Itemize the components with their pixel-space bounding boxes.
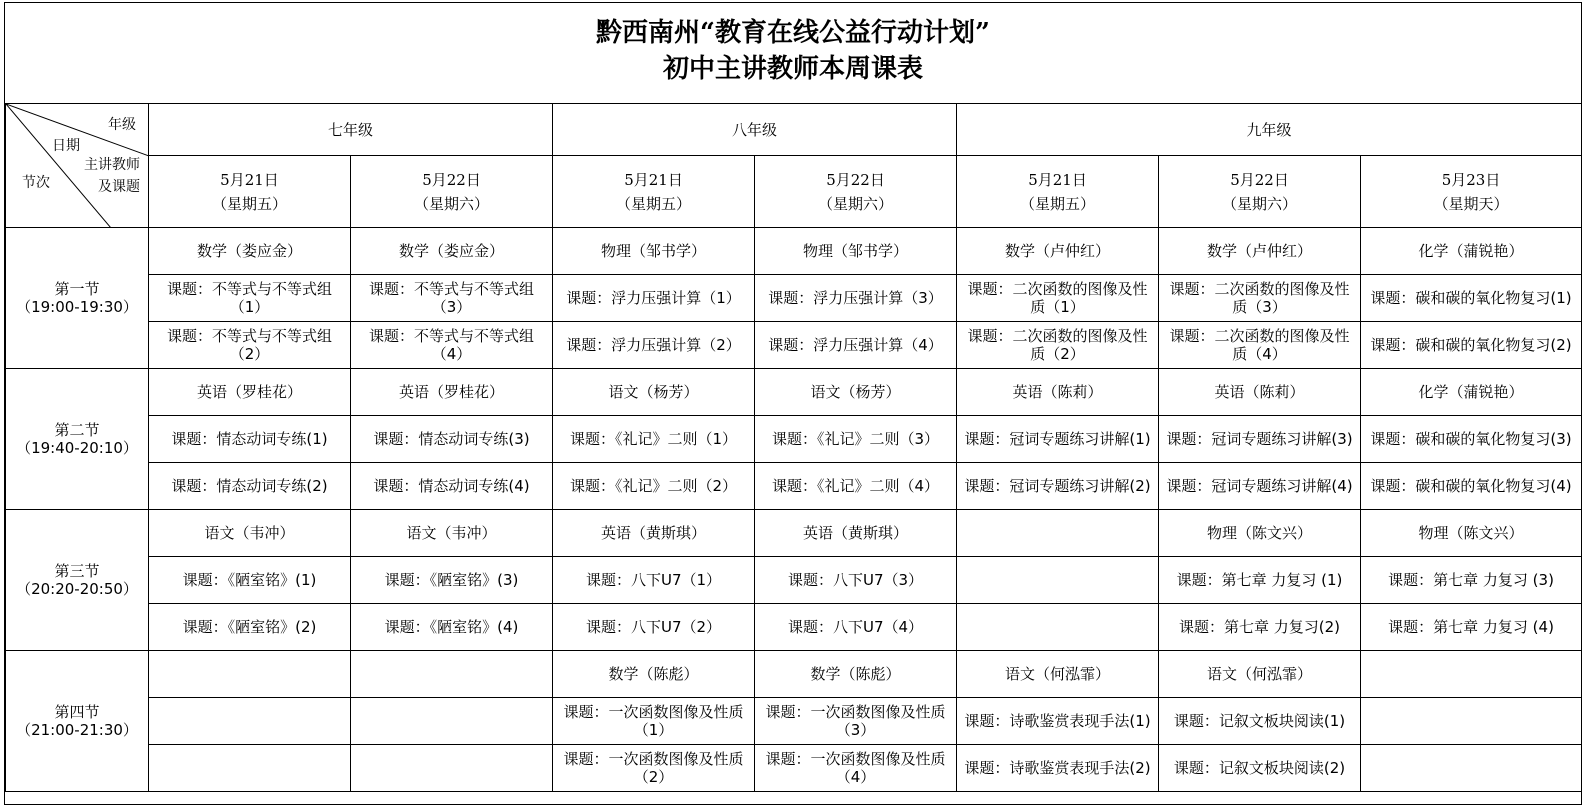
subject-teacher-cell: 数学（陈彪）	[553, 651, 755, 698]
lesson-topic-cell: 课题：一次函数图像及性质（4）	[755, 745, 957, 792]
period-name: 第一节	[54, 280, 100, 298]
date-header-cell	[1361, 156, 1582, 228]
date-header-cell	[553, 156, 755, 228]
corner-period-label: 节次	[22, 175, 50, 191]
date-header-cell	[351, 156, 553, 228]
lesson-topic-cell: 课题：不等式与不等式组（2）	[149, 322, 351, 369]
grade-8-header: 八年级	[553, 104, 957, 156]
lesson-topic-cell: 课题：第七章 力复习 (3)	[1361, 557, 1582, 604]
subject-teacher-cell: 数学（娄应金）	[149, 228, 351, 275]
grade-header-row	[6, 104, 1582, 156]
date-label: 5月21日	[220, 170, 279, 189]
date-label: 5月22日	[422, 170, 481, 189]
period-time: （19:40-20:10）	[16, 439, 138, 457]
subject-teacher-cell: 英语（罗桂花）	[149, 369, 351, 416]
lesson-topic-cell: 课题：八下U7（1）	[553, 557, 755, 604]
schedule-row	[6, 604, 1582, 651]
date-label: 5月23日	[1441, 170, 1501, 189]
weekday-label: （星期六）	[818, 194, 894, 213]
date-header-cell	[957, 156, 1159, 228]
lesson-topic-cell: 课题：二次函数的图像及性质（3）	[1159, 275, 1361, 322]
schedule-row	[6, 510, 1582, 557]
subject-teacher-cell: 数学（娄应金）	[351, 228, 553, 275]
lesson-topic-cell: 课题：《礼记》二则（4）	[755, 463, 957, 510]
period-cell	[6, 651, 149, 792]
subject-teacher-cell: 语文（韦冲）	[149, 510, 351, 557]
subject-teacher-cell: 语文（杨芳）	[553, 369, 755, 416]
subject-teacher-cell	[1361, 651, 1582, 698]
lesson-topic-cell: 课题：八下U7（3）	[755, 557, 957, 604]
period-name: 第四节	[54, 703, 100, 721]
subject-teacher-cell	[149, 651, 351, 698]
lesson-topic-cell: 课题：二次函数的图像及性质（4）	[1159, 322, 1361, 369]
lesson-topic-cell: 课题：冠词专题练习讲解(4)	[1159, 463, 1361, 510]
lesson-topic-cell: 课题：浮力压强计算（2）	[553, 322, 755, 369]
lesson-topic-cell: 课题：情态动词专练(3)	[351, 416, 553, 463]
lesson-topic-cell	[149, 745, 351, 792]
lesson-topic-cell: 课题：碳和碳的氧化物复习(3)	[1361, 416, 1582, 463]
schedule-row	[6, 416, 1582, 463]
lesson-topic-cell: 课题：一次函数图像及性质（3）	[755, 698, 957, 745]
subject-teacher-cell: 语文（杨芳）	[755, 369, 957, 416]
weekday-label: （星期五）	[616, 194, 692, 213]
lesson-topic-cell: 课题：《陋室铭》(1)	[149, 557, 351, 604]
period-cell	[6, 510, 149, 651]
lesson-topic-cell: 课题：八下U7（4）	[755, 604, 957, 651]
lesson-topic-cell	[957, 604, 1159, 651]
lesson-topic-cell	[351, 698, 553, 745]
lesson-topic-cell: 课题：情态动词专练(4)	[351, 463, 553, 510]
subject-teacher-cell: 语文（何泓霏）	[1159, 651, 1361, 698]
subject-teacher-cell: 数学（卢仲红）	[1159, 228, 1361, 275]
date-label: 5月21日	[1028, 170, 1087, 189]
lesson-topic-cell: 课题：浮力压强计算（1）	[553, 275, 755, 322]
lesson-topic-cell: 课题：诗歌鉴赏表现手法(1)	[957, 698, 1159, 745]
lesson-topic-cell: 课题：不等式与不等式组（1）	[149, 275, 351, 322]
subject-teacher-cell: 化学（蒲锐艳）	[1361, 369, 1582, 416]
subject-teacher-cell: 英语（罗桂花）	[351, 369, 553, 416]
schedule-row	[6, 651, 1582, 698]
subject-teacher-cell: 英语（陈莉）	[1159, 369, 1361, 416]
lesson-topic-cell: 课题：情态动词专练(2)	[149, 463, 351, 510]
lesson-topic-cell: 课题：碳和碳的氧化物复习(4)	[1361, 463, 1582, 510]
lesson-topic-cell	[351, 745, 553, 792]
date-label: 5月22日	[1230, 170, 1289, 189]
subject-teacher-cell: 英语（陈莉）	[957, 369, 1159, 416]
schedule-row	[6, 557, 1582, 604]
lesson-topic-cell: 课题：不等式与不等式组（3）	[351, 275, 553, 322]
subject-teacher-cell: 物理（陈文兴）	[1361, 510, 1582, 557]
lesson-topic-cell: 课题：《礼记》二则（2）	[553, 463, 755, 510]
lesson-topic-cell: 课题：二次函数的图像及性质（2）	[957, 322, 1159, 369]
weekday-label: （星期六）	[414, 194, 490, 213]
date-header-row	[6, 156, 1582, 228]
subject-teacher-cell	[351, 651, 553, 698]
period-name: 第三节	[54, 562, 100, 580]
schedule-row	[6, 369, 1582, 416]
title-line-1: 黔西南州“教育在线公益行动计划”	[596, 18, 990, 48]
subject-teacher-cell: 物理（邹书学）	[553, 228, 755, 275]
lesson-topic-cell: 课题：《礼记》二则（3）	[755, 416, 957, 463]
subject-teacher-cell: 物理（陈文兴）	[1159, 510, 1361, 557]
lesson-topic-cell: 课题：八下U7（2）	[553, 604, 755, 651]
corner-teacher-label: 主讲教师	[84, 157, 140, 173]
period-time: （19:00-19:30）	[16, 298, 138, 316]
schedule-row	[6, 322, 1582, 369]
subject-teacher-cell: 数学（陈彪）	[755, 651, 957, 698]
lesson-topic-cell: 课题：碳和碳的氧化物复习(1)	[1361, 275, 1582, 322]
schedule-row	[6, 698, 1582, 745]
corner-topic-label: 及课题	[98, 179, 140, 195]
lesson-topic-cell: 课题：诗歌鉴赏表现手法(2)	[957, 745, 1159, 792]
lesson-topic-cell	[957, 557, 1159, 604]
weekday-label: （星期五）	[211, 194, 287, 213]
subject-teacher-cell	[957, 510, 1159, 557]
schedule-row	[6, 275, 1582, 322]
grade-7-header: 七年级	[149, 104, 553, 156]
lesson-topic-cell: 课题：浮力压强计算（3）	[755, 275, 957, 322]
weekday-label: （星期五）	[1020, 194, 1096, 213]
subject-teacher-cell: 英语（黄斯琪）	[755, 510, 957, 557]
subject-teacher-cell: 物理（邹书学）	[755, 228, 957, 275]
weekday-label: （星期六）	[1222, 194, 1298, 213]
corner-header-cell	[6, 104, 149, 228]
lesson-topic-cell: 课题：《陋室铭》(2)	[149, 604, 351, 651]
subject-teacher-cell: 语文（韦冲）	[351, 510, 553, 557]
lesson-topic-cell: 课题：第七章 力复习 (4)	[1361, 604, 1582, 651]
date-header-cell	[755, 156, 957, 228]
schedule-row	[6, 463, 1582, 510]
schedule-row	[6, 228, 1582, 275]
date-label: 5月22日	[826, 170, 885, 189]
period-cell	[6, 369, 149, 510]
lesson-topic-cell: 课题：一次函数图像及性质（2）	[553, 745, 755, 792]
lesson-topic-cell: 课题：二次函数的图像及性质（1）	[957, 275, 1159, 322]
subject-teacher-cell: 化学（蒲锐艳）	[1361, 228, 1582, 275]
lesson-topic-cell: 课题：第七章 力复习 (1)	[1159, 557, 1361, 604]
weekday-label: （星期天）	[1433, 194, 1509, 213]
lesson-topic-cell: 课题：情态动词专练(1)	[149, 416, 351, 463]
schedule-table	[5, 103, 1582, 792]
period-time: （21:00-21:30）	[16, 721, 138, 739]
corner-grade-label: 年级	[108, 117, 136, 133]
subject-teacher-cell: 数学（卢仲红）	[957, 228, 1159, 275]
corner-date-label: 日期	[52, 138, 80, 154]
lesson-topic-cell: 课题：《礼记》二则（1）	[553, 416, 755, 463]
lesson-topic-cell: 课题：碳和碳的氧化物复习(2)	[1361, 322, 1582, 369]
lesson-topic-cell: 课题：冠词专题练习讲解(2)	[957, 463, 1159, 510]
lesson-topic-cell: 课题：记叙文板块阅读(2)	[1159, 745, 1361, 792]
date-header-cell	[1159, 156, 1361, 228]
lesson-topic-cell: 课题：第七章 力复习(2)	[1159, 604, 1361, 651]
lesson-topic-cell: 课题：《陋室铭》(4)	[351, 604, 553, 651]
lesson-topic-cell: 课题：冠词专题练习讲解(1)	[957, 416, 1159, 463]
period-cell	[6, 228, 149, 369]
lesson-topic-cell: 课题：浮力压强计算（4）	[755, 322, 957, 369]
lesson-topic-cell	[1361, 698, 1582, 745]
lesson-topic-cell: 课题：冠词专题练习讲解(3)	[1159, 416, 1361, 463]
date-header-cell	[149, 156, 351, 228]
lesson-topic-cell: 课题：一次函数图像及性质（1）	[553, 698, 755, 745]
lesson-topic-cell	[1361, 745, 1582, 792]
lesson-topic-cell: 课题：不等式与不等式组（4）	[351, 322, 553, 369]
title-line-2: 初中主讲教师本周课表	[662, 54, 923, 84]
lesson-topic-cell	[149, 698, 351, 745]
lesson-topic-cell: 课题：《陋室铭》(3)	[351, 557, 553, 604]
schedule-sheet	[4, 2, 1582, 805]
subject-teacher-cell: 英语（黄斯琪）	[553, 510, 755, 557]
period-name: 第二节	[54, 421, 100, 439]
lesson-topic-cell: 课题：记叙文板块阅读(1)	[1159, 698, 1361, 745]
subject-teacher-cell: 语文（何泓霏）	[957, 651, 1159, 698]
period-time: （20:20-20:50）	[16, 580, 138, 598]
schedule-row	[6, 745, 1582, 792]
grade-9-header: 九年级	[957, 104, 1582, 156]
date-label: 5月21日	[624, 170, 683, 189]
title-area	[5, 3, 1581, 104]
